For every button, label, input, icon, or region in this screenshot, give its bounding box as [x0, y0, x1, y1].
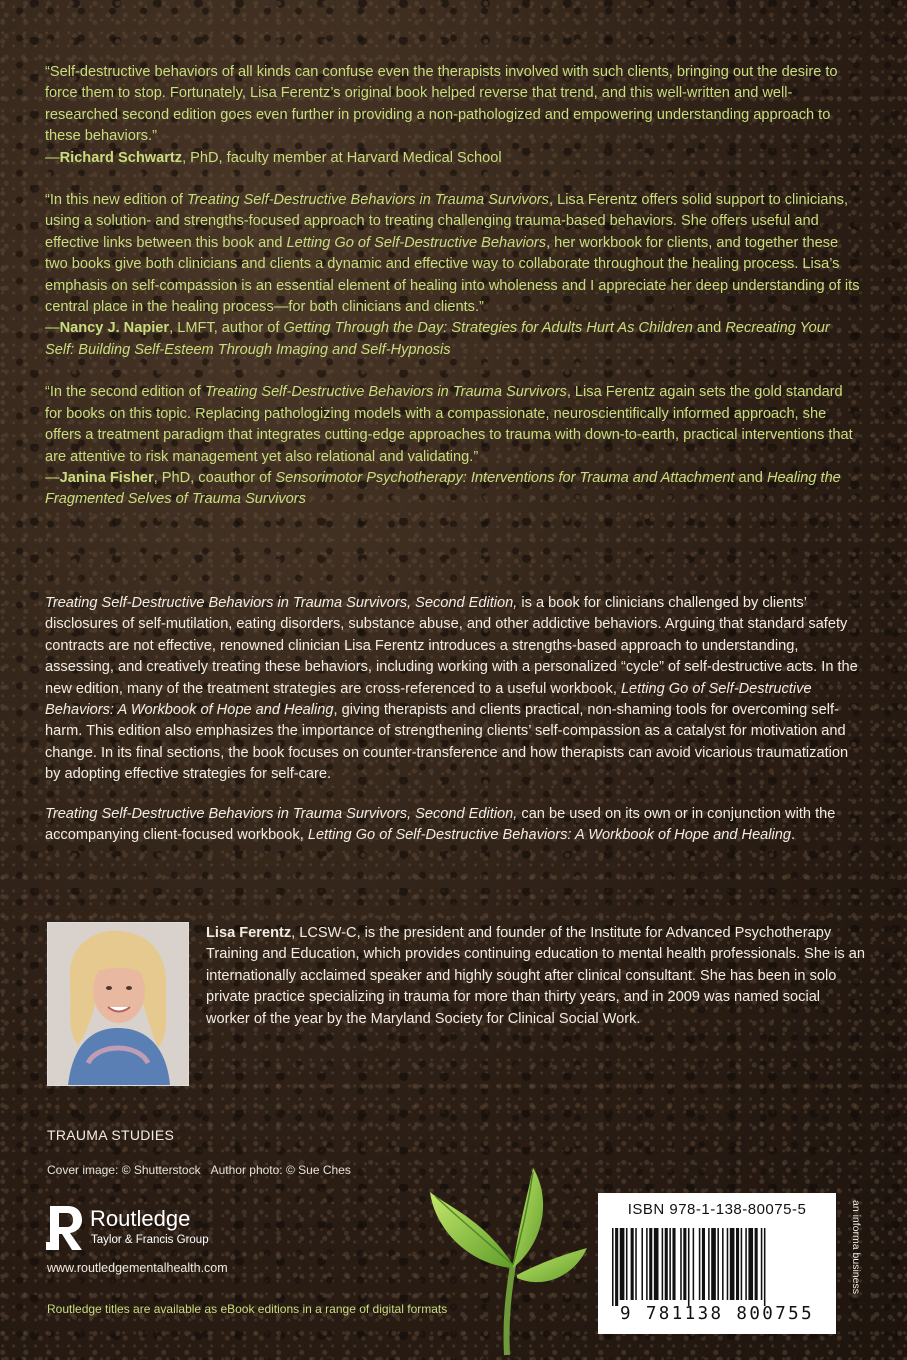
book-title: Treating Self-Destructive Behaviors in Trauma Survivors, Second Edition, [45, 595, 518, 611]
quote-text: “Self-destructive behaviors of all kinds can confuse even the therapists involved with such clients, bringing out the desire to force them to stop. Fortunately, Lisa Ferentz’s original book helped reverse that trend, and this well-written and well-researched second edition goes even further in providing a non-pathologized and empowering understanding approach to these behaviors.” [45, 64, 838, 145]
barcode-bars [610, 1228, 824, 1306]
barcode-bar [626, 1228, 628, 1300]
barcode-bar [748, 1228, 753, 1300]
quote-dash: — [45, 320, 60, 337]
description-text: can be used on its own or in conjunction with the accompanying client-focused workbook, [45, 805, 836, 844]
informa-text: an informa business [850, 1200, 862, 1294]
book-title: Healing the Fragmented Selves of Trauma Survivors [45, 469, 841, 508]
publisher-group: Taylor & Francis Group [91, 1234, 209, 1246]
endorsement-fisher [45, 382, 860, 510]
book-title: Getting Through the Day: Strategies for Adults Hurt As Children [283, 320, 693, 337]
barcode-bar [736, 1228, 739, 1300]
book-description [45, 593, 865, 864]
publisher-name: Routledge [90, 1206, 191, 1231]
barcode-bar [615, 1228, 618, 1306]
barcode-bar [699, 1228, 701, 1300]
book-title: Treating Self-Destructive Behaviors in Trauma Survivors [186, 192, 549, 209]
endorsements [45, 62, 860, 532]
endorser-name: Richard Schwartz [59, 149, 183, 166]
ebook-note: Routledge titles are available as eBook editions in a range of digital formats [47, 1302, 448, 1316]
book-title: Recreating Your Self: Building Self-Esteem Through Imaging and Self-Hypnosis [45, 320, 830, 358]
quote-dash: — [45, 149, 60, 166]
quote-text: , Lisa Ferentz offers solid support to clinicians, using a solution- and strengths-focused approach to treating challenging trauma-based behaviors. She offers useful and effective links between this book and [45, 192, 849, 251]
image-credits [47, 1163, 351, 1177]
barcode-bar [683, 1228, 686, 1300]
barcode-bar [635, 1228, 637, 1300]
barcode-bar [662, 1228, 664, 1300]
barcode-bar [727, 1228, 729, 1300]
description-text: . [791, 827, 796, 844]
informa-badge [840, 1198, 860, 1308]
barcode-bar [672, 1228, 675, 1300]
barcode-bar [708, 1228, 710, 1300]
workbook-title: Letting Go of Self-Destructive Behaviors: A Workbook of Hope and Healing [307, 827, 792, 844]
barcode-bar [688, 1228, 690, 1306]
description-paragraph [45, 804, 865, 847]
author-photo [47, 922, 189, 1086]
endorser-name: Nancy J. Napier [59, 320, 170, 337]
barcode-bar [646, 1228, 648, 1300]
publisher-website[interactable]: www.routledgementalhealth.com [47, 1261, 228, 1275]
barcode-bar [693, 1228, 695, 1300]
endorser-credentials: , LMFT, author of [169, 320, 284, 337]
endorsement-napier [45, 190, 860, 361]
subject-category: TRAUMA STUDIES [47, 1127, 175, 1143]
endorser-name: Janina Fisher [59, 469, 154, 486]
photo-credit: Author photo: © Sue Ches [210, 1163, 351, 1177]
workbook-title: Letting Go of Self-Destructive Behaviors: A Workbook of Hope and Healing [45, 680, 812, 719]
author-bio-text: , LCSW-C, is the president and founder of the Institute for Advanced Psychotherapy Training and Education, which provides continuing education to mental health professionals. She is an internationally acclaimed speaker and highly sought after clinical consultant. She has been in solo private practice specializing in trauma for more than thirty years, and in 2009 was named social worker of the year by the Maryland Society for Clinical Social Work. [206, 925, 866, 1027]
barcode-bar [764, 1228, 766, 1306]
quote-text: “In this new edition of [45, 192, 187, 209]
author-name: Lisa Ferentz [206, 925, 292, 941]
barcode-bar [702, 1228, 705, 1300]
conjunction: and [734, 469, 767, 486]
barcode-bar [711, 1228, 716, 1300]
barcode-number: 9 781138 800755 [619, 1304, 815, 1324]
description-text: , giving therapists and clients practical, non-shaming tools for overcoming self-harm. This edition also emphasizes the importance of strengthening clients’ self-compassion as a catalyst for motivation and change. In its final sections, the book focuses on counter-transference and how therapists can avoid vicarious traumatization by adopting effective strategies for self-care. [45, 702, 849, 783]
barcode-bar [755, 1228, 758, 1300]
book-title: Treating Self-Destructive Behaviors in Trauma Survivors [204, 384, 567, 401]
description-paragraph [45, 593, 865, 786]
barcode-bar [717, 1228, 719, 1300]
author-bio [206, 923, 866, 1030]
barcode-bar [665, 1228, 668, 1300]
barcode-bar [730, 1228, 735, 1300]
quote-text: , her workbook for clients, and together these two books give both clinicians and clients a dynamic and effective way to collaborate throughout the healing process. Lisa’s emphasis on self-compassion is an essential element of healing into wholeness and I appreciate her deep understanding of its central place in the healing process—for both clinicians and clients.” [45, 234, 860, 316]
barcode-bar [620, 1228, 625, 1300]
routledge-r-icon [44, 1202, 84, 1254]
book-title: Letting Go of Self-Destructive Behaviors [286, 234, 547, 251]
quote-dash: — [45, 469, 60, 486]
barcode-bar [761, 1228, 763, 1300]
quote-text: “In the second edition of [45, 384, 205, 401]
isbn-label: ISBN 978-1-138-80075-5 [627, 1201, 807, 1218]
barcode-bar [741, 1228, 743, 1300]
barcode-bar [649, 1228, 652, 1300]
isbn-barcode [598, 1193, 836, 1334]
seedling-icon [425, 1160, 590, 1355]
quote-text: , Lisa Ferentz again sets the gold standard for books on this topic. Replacing pathologizing models with a compassionate, neuroscientifically informed approach, she offers a treatment paradigm that integrates cutting-edge approaches to trauma with down-to-earth, practical interventions that are attentive to risk management yet also relational and validating.” [45, 384, 853, 465]
author-portrait-illustration [48, 923, 188, 1085]
barcode-bar [641, 1228, 643, 1300]
endorser-credentials: , PhD, faculty member at Harvard Medical School [182, 149, 502, 166]
barcode-bar [654, 1228, 659, 1300]
book-title: Treating Self-Destructive Behaviors in Trauma Survivors, Second Edition, [45, 805, 518, 822]
barcode-bar [631, 1228, 634, 1300]
book-title: Sensorimotor Psychotherapy: Interventions for Trauma and Attachment [275, 469, 735, 486]
barcode-bar [669, 1228, 671, 1300]
barcode-bar [680, 1228, 682, 1300]
barcode-bar [745, 1228, 747, 1300]
barcode-bar [612, 1228, 614, 1306]
conjunction: and [692, 320, 726, 337]
endorsement-schwartz [45, 62, 860, 169]
cover-credit: Cover image: © Shutterstock [47, 1163, 201, 1177]
barcode-bar [722, 1228, 724, 1300]
description-text: is a book for clinicians challenged by clients’ disclosures of self-mutilation, eating disorders, substance abuse, and other addictive behaviors. Arguing that standard safety contracts are not effective, renowned clinician Lisa Ferentz introduces a strengths-based approach to understanding, assessing, and creatively treating these behaviors, including working with a personalized “cycle” of self-destructive acts. In the new edition, many of the treatment strategies are cross-referenced to a useful workbook, [45, 595, 858, 697]
publisher-logo [44, 1202, 264, 1254]
endorser-credentials: , PhD, coauthor of [153, 469, 276, 486]
